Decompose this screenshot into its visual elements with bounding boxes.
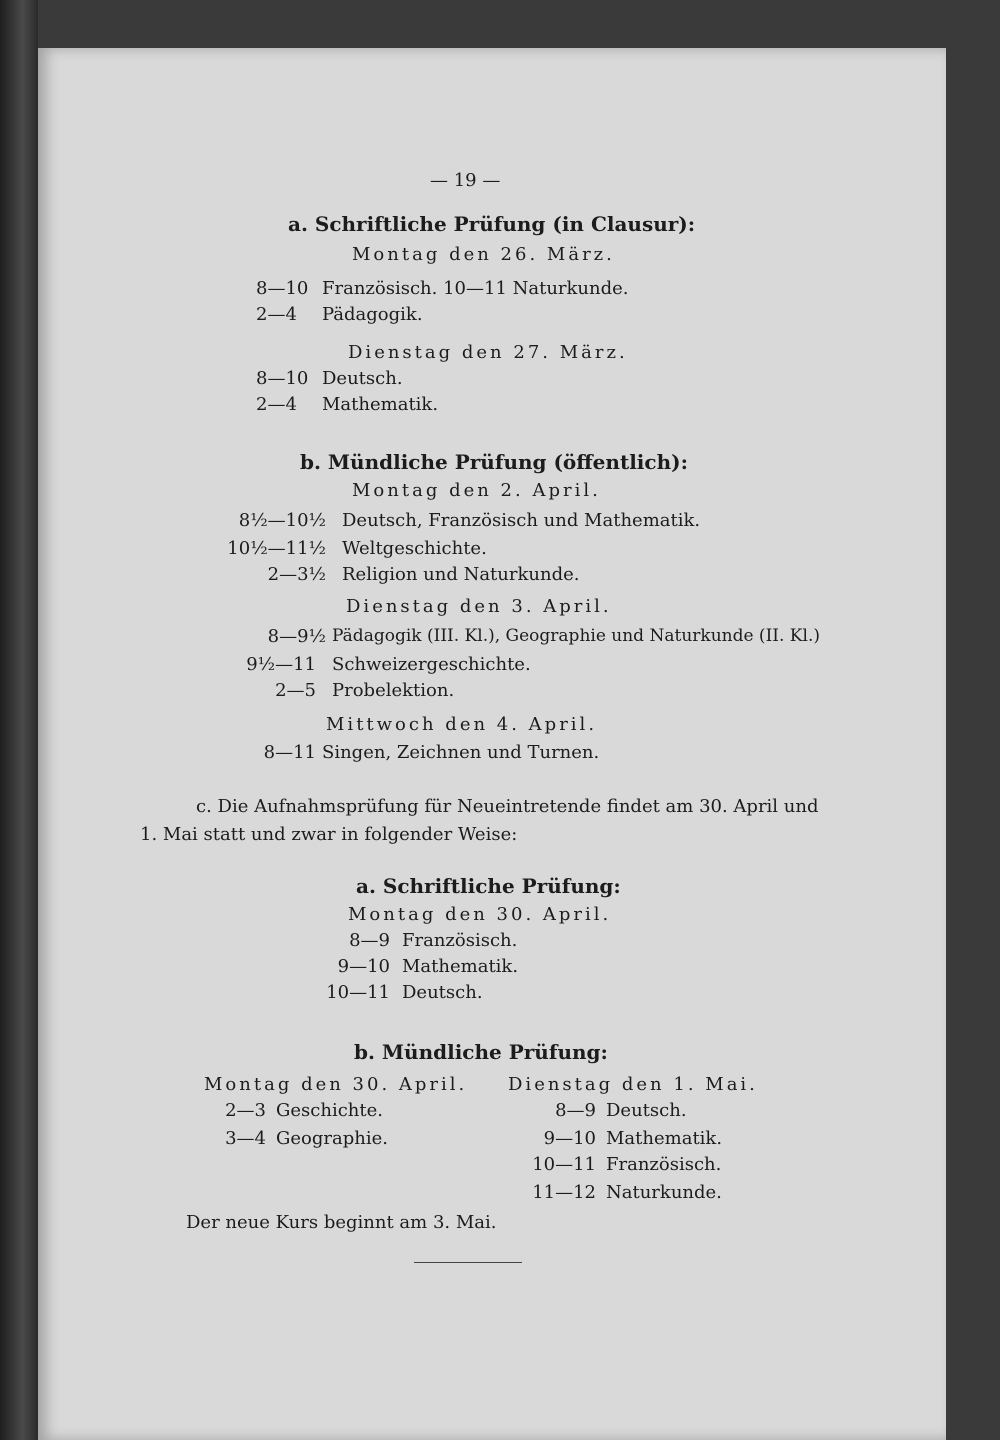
- day-heading: Montag den 26. März.: [352, 244, 615, 265]
- time-slot: 8—9½: [267, 626, 326, 647]
- time-slot: 3—4: [225, 1128, 266, 1149]
- admission-paragraph-line1: c. Die Aufnahmsprüfung für Neueintretende findet am 30. April und: [196, 796, 819, 817]
- oral-exam-heading: b. Mündliche Prüfung (öffentlich):: [300, 450, 688, 474]
- time-slot: 2—3: [225, 1100, 266, 1121]
- closing-rule: [414, 1262, 522, 1263]
- time-slot: 9—10: [337, 956, 390, 977]
- time-slot: 8—9: [555, 1100, 596, 1121]
- day-heading: Montag den 30. April.: [348, 904, 612, 925]
- time-slot: 8½—10½: [238, 510, 326, 531]
- subject: Schweizergeschichte.: [332, 654, 531, 675]
- course-start-note: Der neue Kurs beginnt am 3. Mai.: [186, 1212, 497, 1233]
- subject: Deutsch.: [606, 1100, 687, 1121]
- time-slot: 10—11: [326, 982, 390, 1003]
- subject: Religion und Naturkunde.: [342, 564, 580, 585]
- subject: Geographie.: [276, 1128, 388, 1149]
- subject: Singen, Zeichnen und Turnen.: [322, 742, 600, 763]
- time-slot: 8—10: [256, 278, 309, 299]
- time-slot: 2—5: [275, 680, 316, 701]
- day-heading-left: Montag den 30. April.: [204, 1074, 468, 1095]
- subject: Mathematik.: [402, 956, 519, 977]
- time-slot: 2—4: [256, 304, 297, 325]
- subject: Mathematik.: [322, 394, 439, 415]
- subject: Mathematik.: [606, 1128, 723, 1149]
- subject: Deutsch, Französisch und Mathematik.: [342, 510, 701, 531]
- subject: Französisch.: [402, 930, 518, 951]
- time-slot: 8—10: [256, 368, 309, 389]
- time-slot: 10—11: [532, 1154, 596, 1175]
- subject: Naturkunde.: [606, 1182, 722, 1203]
- admission-oral-heading: b. Mündliche Prüfung:: [354, 1040, 608, 1064]
- subject: Probelektion.: [332, 680, 455, 701]
- day-heading: Montag den 2. April.: [352, 480, 601, 501]
- day-heading-right: Dienstag den 1. Mai.: [508, 1074, 758, 1095]
- time-slot: 9½—11: [246, 654, 316, 675]
- subject: Geschichte.: [276, 1100, 383, 1121]
- subject: Deutsch.: [402, 982, 483, 1003]
- subject: Deutsch.: [322, 368, 403, 389]
- time-slot: 2—3½: [267, 564, 326, 585]
- subject: Französisch.: [606, 1154, 722, 1175]
- subject: Pädagogik (III. Kl.), Geographie und Naturkunde (II. Kl.): [332, 626, 820, 646]
- admission-paragraph-line2: 1. Mai statt und zwar in folgender Weise:: [140, 824, 518, 845]
- page-number: — 19 —: [430, 170, 501, 191]
- day-heading: Mittwoch den 4. April.: [326, 714, 598, 735]
- time-slot: 10½—11½: [227, 538, 326, 559]
- book-gutter: [0, 0, 38, 1440]
- admission-written-heading: a. Schriftliche Prüfung:: [356, 874, 621, 898]
- subject: Pädagogik.: [322, 304, 423, 325]
- time-slot: 9—10: [543, 1128, 596, 1149]
- time-slot: 11—12: [532, 1182, 596, 1203]
- subject: Weltgeschichte.: [342, 538, 487, 559]
- time-slot: 8—9: [349, 930, 390, 951]
- time-slot: 8—11: [263, 742, 316, 763]
- subject: Französisch. 10—11 Naturkunde.: [322, 278, 629, 299]
- written-exam-heading: a. Schriftliche Prüfung (in Clausur):: [288, 212, 696, 236]
- time-slot: 2—4: [256, 394, 297, 415]
- day-heading: Dienstag den 3. April.: [346, 596, 612, 617]
- day-heading: Dienstag den 27. März.: [348, 342, 628, 363]
